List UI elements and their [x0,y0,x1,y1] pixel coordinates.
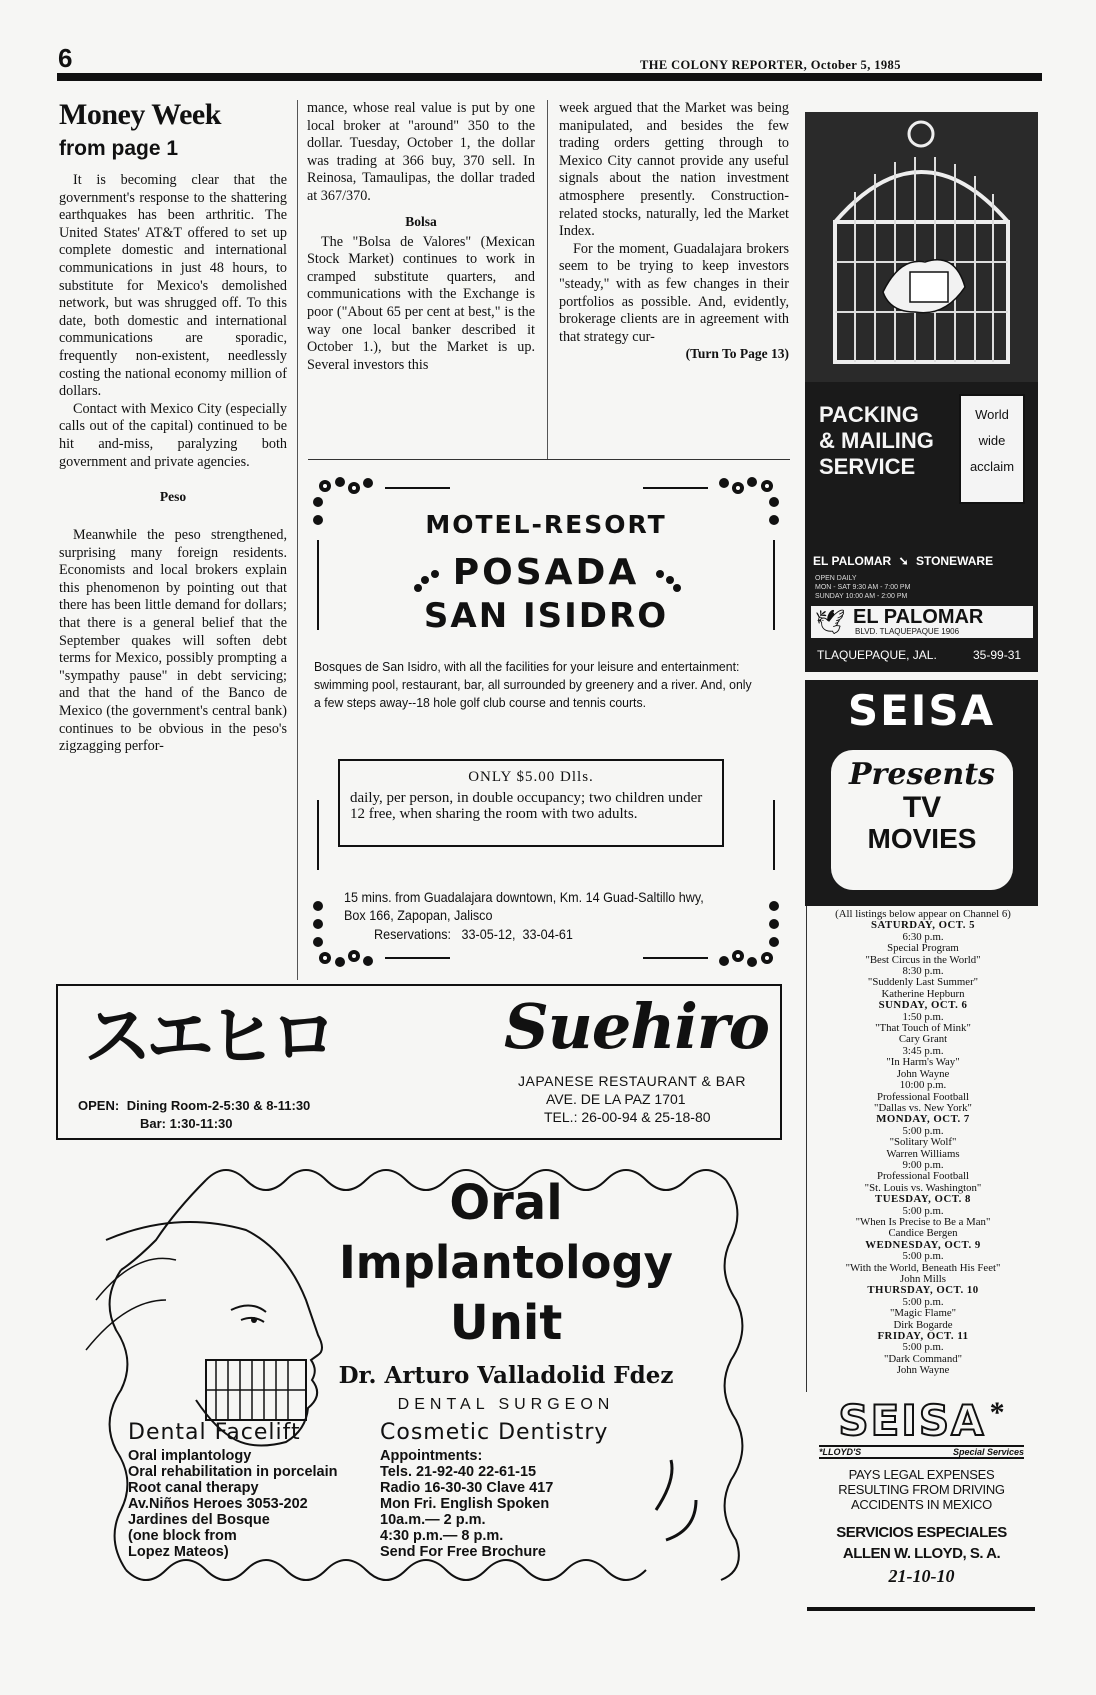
legal-line: RESULTING FROM DRIVING [838,1482,1005,1497]
paragraph: week argued that the Market was being manipulated, and besides the few trading orders getting through to Mexico City cannot provide any useful signals about the nation investment atmosphere presently. Construction-related stocks, naturally, led the Market Index. [559,100,789,240]
list-item: (one block from [128,1528,237,1544]
dental-title-2: Implantology [339,1236,673,1289]
dove-icon: ➘ [898,554,909,568]
column-rule [547,100,548,460]
motel-reservations: Reservations: 33-05-12, 33-04-61 [374,926,573,942]
tv-listing-line: "Dallas vs. New York" [874,1101,972,1114]
paragraph: mance, whose real value is put by one local broker at "around" 350 to the dollar. Tuesday, October 1, the dollar was trading at 366 buy, 370 sell. In Reinosa, Tamaulipas, the dollar traded at 367/370. [307,100,535,204]
motel-line-2: POSADA [452,552,640,593]
palomar-brand: EL PALOMAR [813,554,892,568]
column-rule [297,100,298,980]
tv-listing-line: "Magic Flame" [889,1307,957,1320]
bar-hours: Bar: 1:30-11:30 [140,1116,233,1131]
tv-listings [812,909,1034,1377]
dove-logo-icon: 🕊 [815,610,846,636]
legal-line: PAYS LEGAL EXPENSES [848,1467,995,1482]
article-body-3 [559,100,789,346]
list-item: Send For Free Brochure [380,1544,546,1560]
suehiro-name: Suehiro [504,990,769,1063]
palomar-line-3: SERVICE [819,454,916,479]
tv-listing-line: Cary Grant [898,1033,948,1046]
open-label: OPEN: [78,1098,120,1113]
list-item: Tels. 21-92-40 22-61-15 [380,1464,537,1480]
tv-listing-line: Professional Football [876,1090,970,1103]
article-body-2b [307,234,535,375]
badge-line: World [975,407,1009,422]
tv-listing-line: 5:00 p.m. [902,1250,944,1263]
dental-title-1: Oral [449,1175,563,1231]
column-rule [308,459,790,460]
dental-left-list [128,1448,338,1560]
list-item: Root canal therapy [128,1480,259,1496]
palomar-address: BLVD. TLAQUEPAQUE 1906 [855,627,960,636]
article-column-3 [559,100,789,362]
tv-day-heading: SATURDAY, OCT. 5 [871,919,975,932]
ad-motel-resort [310,470,782,975]
list-item: 10a.m.— 2 p.m. [380,1512,486,1528]
motel-line-1: MOTEL-RESORT [425,510,667,539]
tv-listing-line: "In Harm's Way" [886,1056,960,1069]
subhead-peso: Peso [159,489,187,505]
tv-day-heading: MONDAY, OCT. 7 [876,1113,970,1126]
ad-suehiro [56,984,782,1140]
palomar-city: TLAQUEPAQUE, JAL. [817,648,937,662]
list-item: Av.Niños Heroes 3053-202 [128,1496,308,1512]
tv-listing-line: 10:00 p.m. [899,1079,947,1092]
palomar-stoneware: STONEWARE [915,554,994,568]
article-body-1a [59,172,287,471]
list-item: Lopez Mateos) [128,1544,229,1560]
palomar-logo-text: EL PALOMAR [853,606,984,628]
suehiro-open [78,1098,310,1113]
tv-listing-line: 5:00 p.m. [902,1124,944,1137]
tv-listing-line: 6:30 p.m. [902,930,944,943]
palomar-hours [815,574,910,601]
palomar-phone: 35-99-31 [973,648,1022,662]
article-subtitle: from page 1 [59,137,179,160]
list-item: Jardines del Bosque [128,1512,270,1528]
dental-doctor: Dr. Arturo Valladolid Fdez [338,1362,674,1389]
tv-listing-line: Professional Football [876,1170,970,1183]
tag-right: Special Services [952,1447,1024,1457]
seisa-legal-brand-row [805,1396,1038,1445]
tv-listing-line: John Wayne [896,1364,950,1377]
list-item: 4:30 p.m.— 8 p.m. [380,1528,504,1544]
paragraph: It is becoming clear that the government's response to the shattering earthquakes has been arthritic. The United States' AT&T offered to set up complete domestic and international communications in just 48 hours, to substitute for Mexico's demolished network, but was shrugged off. To this date, both domestic and international communications are sporadic, frequently non-existent, needlessly costing the national economy million of dollars. [59,172,287,400]
tv-listing-line: John Wayne [896,1067,950,1080]
suehiro-tel: TEL.: 26-00-94 & 25-18-80 [544,1109,711,1125]
continued-notice: (Turn To Page 13) [685,346,789,362]
tv-listing-line: 5:00 p.m. [902,1341,944,1354]
ad-seisa-legal [805,1396,1038,1606]
seisa-company: ALLEN W. LLOYD, S. A. [842,1545,1001,1562]
article-column-1 [59,98,287,756]
dental-right-heading: Cosmetic Dentistry [380,1420,609,1445]
hours-line: MON - SAT 9:30 AM - 7:00 PM [815,584,911,591]
tv-listing-line: 5:00 p.m. [902,1204,944,1217]
list-item: Radio 16-30-30 Clave 417 [380,1480,554,1496]
seisa-tv-screen [831,750,1013,890]
dental-title-3: Unit [449,1295,563,1351]
hours-line: OPEN DAILY [815,575,857,582]
list-item: Oral rehabilitation in porcelain [128,1464,338,1480]
seisa-legal-tags [819,1445,1024,1459]
list-item: Oral implantology [128,1448,252,1464]
ad-palomar [805,112,1038,672]
article-title: Money Week [59,98,221,131]
tag-left: *LLOYD'S [819,1447,862,1457]
motel-price-detail: daily, per person, in double occupancy; two children under 12 free, when sharing the room with two adults. [350,790,703,822]
tv-listing-line: John Mills [900,1273,946,1285]
seisa-services: SERVICIOS ESPECIALES [836,1524,1007,1541]
palomar-line-2: & MAILING [819,428,934,453]
hours-line: SUNDAY 10:00 AM - 2:00 PM [815,593,908,600]
legal-line: ACCIDENTS IN MEXICO [851,1497,992,1512]
dining-hours: Dining Room-2-5:30 & 8-11:30 [126,1098,311,1113]
column-rule [806,906,807,1392]
bird-cage-icon [805,112,1038,382]
tv-listing-line: "St. Louis vs. Washington" [864,1181,982,1194]
seisa-legal-lines [805,1467,1038,1512]
motel-price-box [338,759,724,847]
tv-listing-line: 8:30 p.m. [902,965,944,978]
seisa-presents: Presents [849,757,995,792]
suehiro-address: AVE. DE LA PAZ 1701 [546,1091,686,1107]
article-column-2 [307,100,535,374]
tv-listing-line: "When Is Precise to Be a Man" [855,1215,991,1228]
tv-listing-line: Katherine Hepburn [881,987,965,1000]
motel-line-3: SAN ISIDRO [423,596,669,636]
tv-listing-line: "Best Circus in the World" [865,953,981,966]
dental-left-heading: Dental Facelift [128,1420,301,1445]
tv-listing-line: (All listings below appear on Channel 6) [835,908,1011,920]
seisa-movies: MOVIES [867,823,977,854]
asterisk-icon: * [989,1396,1005,1429]
tv-listing-line: 1:50 p.m. [902,1010,944,1023]
motel-price: ONLY $5.00 Dlls. [468,769,594,785]
motel-description: Bosques de San Isidro, with all the facilities for your leisure and entertainment: swimming pool, restaurant, bar, all surrounded by greenery and a river. And, only a few steps away--18 hole golf club course and tennis courts. [314,659,752,710]
tv-listing-line: Dirk Bogarde [893,1318,953,1331]
motel-address: 15 mins. from Guadalajara downtown, Km. 14 Guad-Saltillo hwy, Box 166, Zapopan, Jalisco [344,889,704,923]
ad-dental [56,1150,756,1600]
dental-right-list [380,1448,553,1560]
paragraph: Meanwhile the peso strengthened, surprising many foreign residents. Economists and local brokers explain this phenomenon by pointing out that there has been little demand for dollars; that there is a general belief that the September quakes will soften debt terms for Mexico, possibly prompting a "sympathy pause" in debt servicing; and that the hand of the Banco de Mexico (the government's central bank) continues to be obvious in the peso's zigzagging perfor- [59,527,287,755]
tv-day-heading: SUNDAY, OCT. 6 [878,999,968,1012]
tv-listing-line: "Solitary Wolf" [889,1136,957,1149]
tv-listing-line: 3:45 p.m. [902,1044,944,1057]
seisa-tv: TV [902,791,942,824]
publication-dateline: THE COLONY REPORTER, October 5, 1985 [640,58,901,72]
header-rule [57,73,1042,81]
seisa-phone: 21-10-10 [888,1566,955,1586]
tv-listing-line: Candice Bergen [888,1227,958,1240]
tv-listing-line: "Suddenly Last Summer" [867,976,979,989]
palomar-badge [959,394,1025,504]
paragraph: The "Bolsa de Valores" (Mexican Stock Market) continues to work in cramped substitute quarters, and communications with the Exchange is poor ("About 65 per cent at best," is the way one local banker described it October 1.), but the Market is up. Several investors this [307,233,535,373]
tv-listing-line: "With the World, Beneath His Feet" [845,1261,1001,1274]
tv-day-heading: FRIDAY, OCT. 11 [877,1330,969,1343]
subhead-bolsa: Bolsa [405,213,437,229]
seisa-brand: SEISA [847,686,996,735]
tv-listing-line: "That Touch of Mink" [875,1022,971,1035]
palomar-logo-box [811,606,1033,638]
palomar-line-1: PACKING [819,402,919,427]
tv-listing-line: Special Program [887,942,959,955]
list-item: Appointments: [380,1448,483,1464]
list-item: Mon Fri. English Spoken [380,1496,550,1512]
ad-seisa-tv [805,680,1038,906]
paragraph: For the moment, Guadalajara brokers seem to be trying to keep investors "steady," with as few changes in their portfolios as possible. And, evidently, brokerage clients are in agreement with that strategy cur- [559,240,789,345]
tv-day-heading: WEDNESDAY, OCT. 9 [865,1238,981,1251]
page-number: 6 [58,43,73,73]
seisa-legal-brand: SEISA [838,1396,986,1445]
tv-listing-line: Warren Williams [886,1147,960,1160]
tv-listing-line: "Dark Command" [883,1352,963,1365]
badge-line: acclaim [969,459,1015,474]
article-body-1b [59,527,287,756]
article-body-2a [307,100,535,206]
tv-listing-line: 9:00 p.m. [902,1158,944,1171]
tv-day-heading: TUESDAY, OCT. 8 [875,1193,971,1206]
dental-role: DENTAL SURGEON [397,1396,615,1413]
paragraph: Contact with Mexico City (especially calls out of the capital) continued to be hit and-miss, paralyzing both government and private agencies. [59,400,287,470]
footer-rule [807,1607,1035,1611]
tv-listing-line: 5:00 p.m. [902,1295,944,1308]
badge-line: wide [978,433,1006,448]
suehiro-katakana: スエヒロ [84,998,333,1077]
tv-day-heading: THURSDAY, OCT. 10 [867,1284,979,1297]
suehiro-type: JAPANESE RESTAURANT & BAR [518,1073,746,1089]
palomar-brand-row [813,554,993,568]
